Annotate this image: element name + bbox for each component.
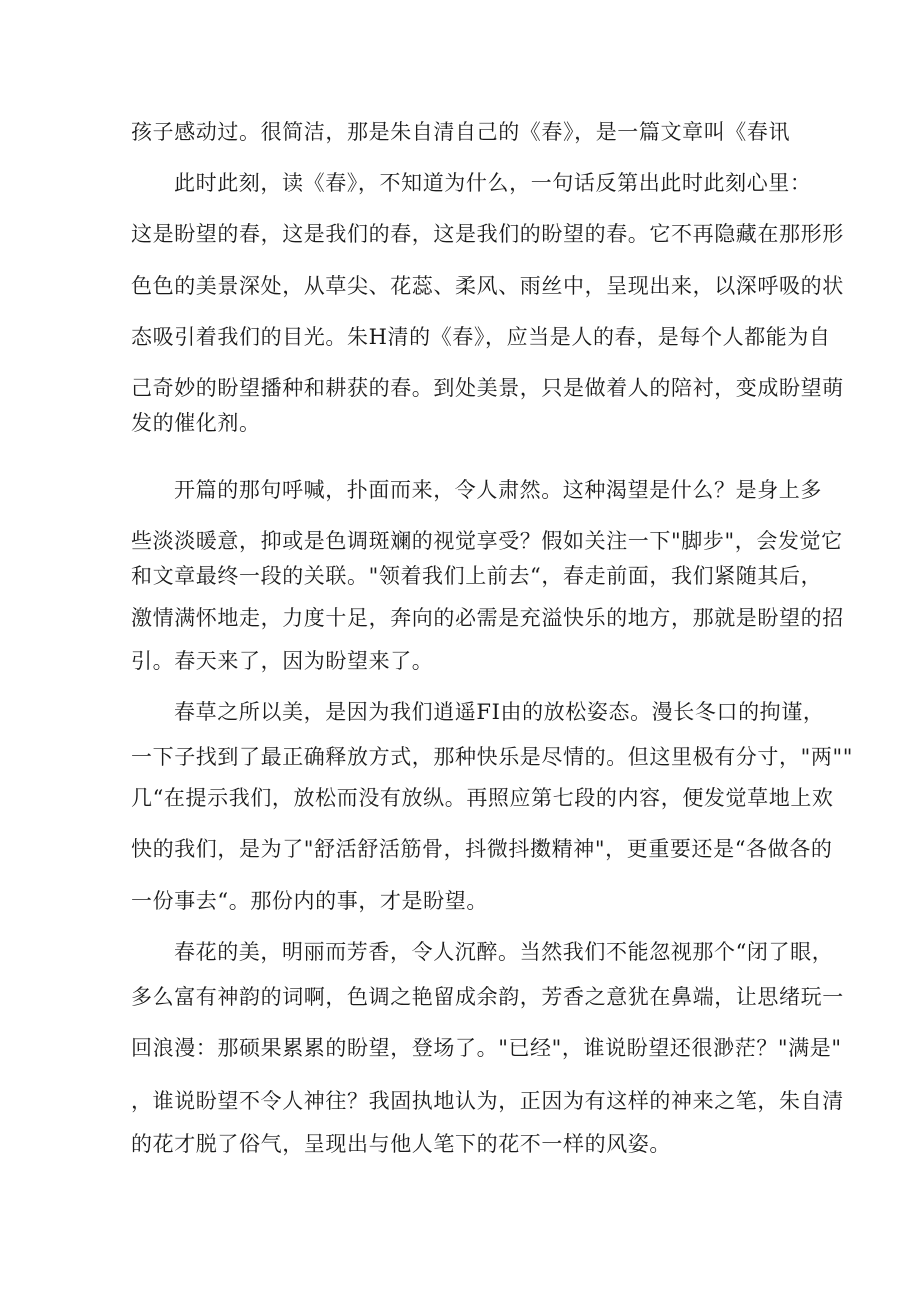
text-line: 和文章最终一段的关联。"领着我们上前去“，春走前面，我们紧随其后，: [131, 564, 823, 588]
text-line: 春草之所以美，是因为我们逍遥FI由的放松姿态。漫长冬口的拘谨，: [174, 700, 825, 724]
text-line: 快的我们，是为了"舒活舒活筋骨，抖微抖擞精神"，更重要还是“各做各的: [131, 837, 833, 861]
text-line: 引。春天来了，因为盼望来了。: [131, 649, 434, 673]
text-line: 态吸引着我们的目光。朱H清的《春》，应当是人的春，是每个人都能为自: [131, 325, 831, 349]
text-line: 春花的美，明丽而芳香，令人沉醉。当然我们不能忽视那个“闭了眼，: [174, 940, 834, 964]
text-line: 激情满怀地走，力度十足，奔向的必需是充溢快乐的地方，那就是盼望的招: [131, 606, 844, 630]
text-line: ，谁说盼望不令人神往？我固执地认为，正因为有这样的神来之笔，朱自清: [131, 1089, 844, 1113]
text-line: 多么富有神韵的词啊，色调之艳留成余韵，芳香之意犹在鼻端，让思绪玩一: [131, 985, 844, 1009]
text-line: 发的催化剂。: [131, 411, 261, 435]
text-line: 色色的美景深处，从草尖、花蕊、柔风、雨丝中，呈现出来，以深呼吸的状: [131, 274, 844, 298]
text-line: 这是盼望的春，这是我们的春，这是我们的盼望的春。它不再隐藏在那形形: [131, 222, 844, 246]
text-line: 开篇的那句呼喊，扑面而来，令人肃然。这种渴望是什么？是身上多: [174, 478, 822, 502]
text-line: 的花才脱了俗气，呈现出与他人笔下的花不一样的风姿。: [131, 1132, 671, 1156]
text-line: 回浪漫：那硕果累累的盼望，登场了。"已经"，谁说盼望还很渺茫？"满是": [131, 1036, 842, 1060]
text-line: 孩子感动过。很简洁，那是朱自清自己的《春》，是一篇文章叫《春讯: [131, 120, 791, 144]
text-line: 些淡淡暖意，抑或是色调斑斓的视觉享受？假如关注一下"脚步"，会发觉它: [131, 529, 843, 553]
text-line: 几“在提示我们，放松而没有放纵。再照应第七段的内容，便发觉草地上欢: [131, 786, 834, 810]
text-line: 一下子找到了最正确释放方式，那种快乐是尽情的。但这里极有分寸，"两"": [131, 745, 853, 769]
text-line: 己奇妙的盼望播种和耕获的春。到处美景，只是做着人的陪衬，变成盼望萌: [131, 376, 844, 400]
text-line: 一份事去“。那份内的事，才是盼望。: [131, 889, 488, 913]
text-line: 此时此刻，读《春》，不知道为什么，一句话反第出此时此刻心里：: [174, 171, 812, 195]
